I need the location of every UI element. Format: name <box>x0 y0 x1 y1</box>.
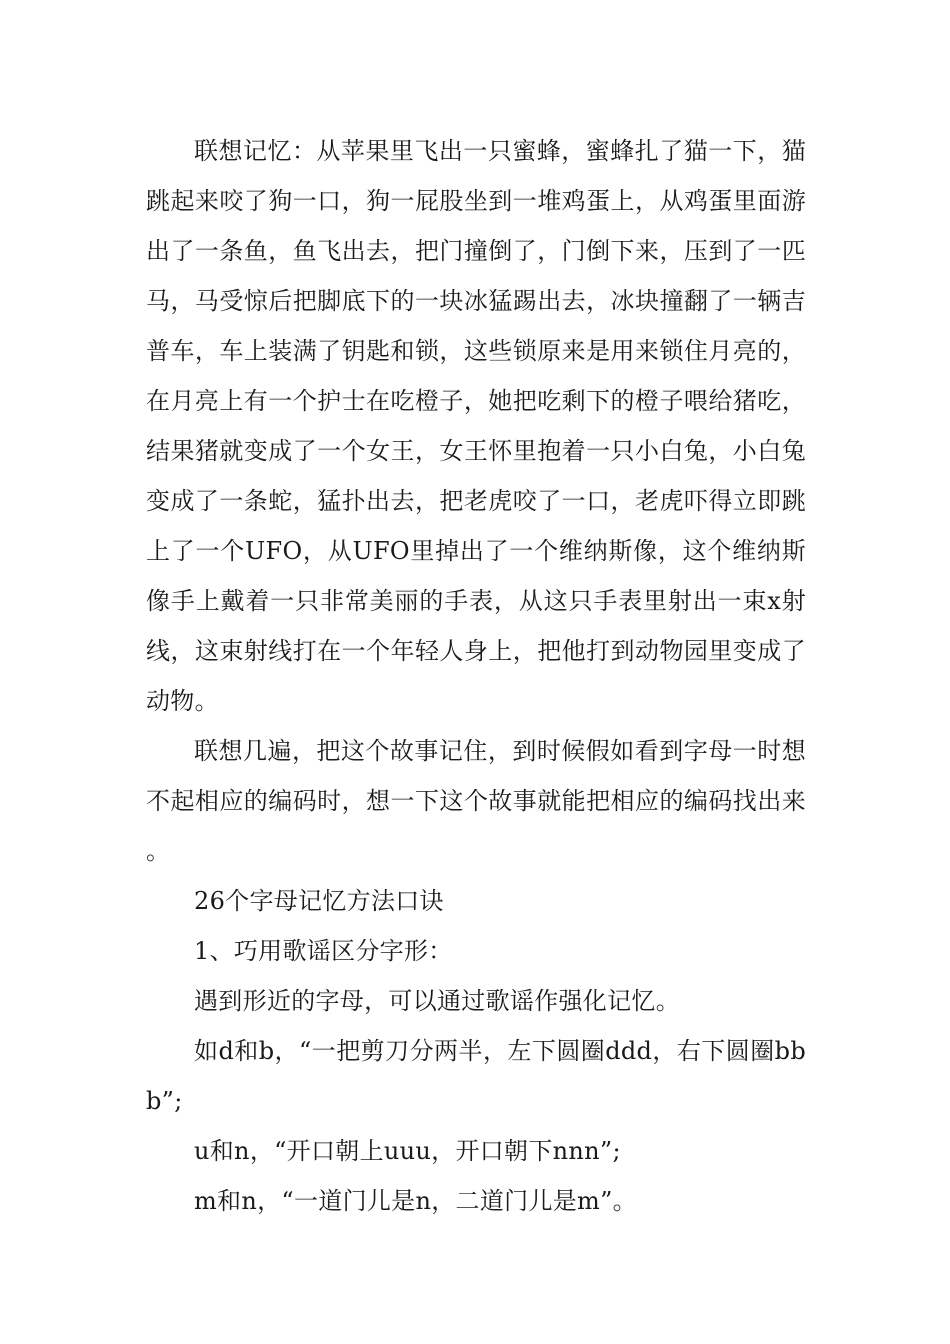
paragraph-rhyme-u-n: u和n，“开口朝上uuu，开口朝下nnn”; <box>194 1137 621 1165</box>
paragraph-rhyme-d-b: 如d和b，“一把剪刀分两半，左下圆圈ddd，右下圆圈bbb”; <box>146 1037 806 1115</box>
paragraph-association-story: 联想记忆：从苹果里飞出一只蜜蜂，蜜蜂扎了猫一下，猫跳起来咬了狗一口，狗一屁股坐到一堆鸡蛋上，从鸡蛋里面游出了一条鱼，鱼飞出去，把门撞倒了，门倒下来，压到了一匹马，马受惊后把脚底下的一块冰猛踢出去，冰块撞翻了一辆吉普车，车上装满了钥匙和锁，这些锁原来是用来锁住月亮的，在月亮上有一个护士在吃橙子，她把吃剩下的橙子喂给猪吃，结果猪就变成了一个女王，女王怀里抱着一只小白兔，小白兔变成了一条蛇，猛扑出去，把老虎咬了一口，老虎吓得立即跳上了一个UFO，从UFO里掉出了一个维纳斯像，这个维纳斯像手上戴着一只非常美丽的手表，从这只手表里射出一束x射线，这束射线打在一个年轻人身上，把他打到动物园里变成了动物。 <box>146 137 806 715</box>
paragraph-association-tip: 联想几遍，把这个故事记住，到时候假如看到字母一时想不起相应的编码时，想一下这个故事就能把相应的编码找出来 。 <box>146 737 806 865</box>
paragraph-rhymes-intro: 遇到形近的字母，可以通过歌谣作强化记忆。 <box>194 987 680 1015</box>
document-body <box>146 126 806 1226</box>
section-heading-letter-memory: 26个字母记忆方法口诀 <box>194 887 444 915</box>
paragraph-rhyme-m-n: m和n，“一道门儿是n，二道门儿是m”。 <box>194 1187 637 1215</box>
subheading-rhymes: 1、巧用歌谣区分字形： <box>194 937 453 965</box>
